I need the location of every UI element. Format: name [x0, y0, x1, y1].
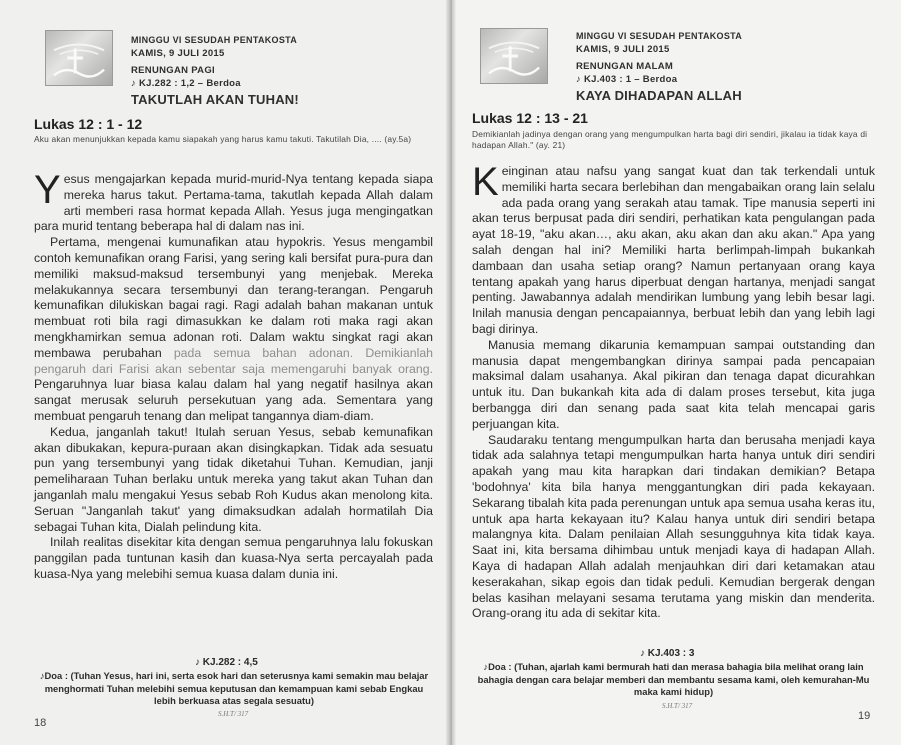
- left-header: [131, 34, 431, 106]
- left-opening-hymn: ♪ KJ.282 : 1,2 – Berdoa: [131, 78, 241, 89]
- left-paragraph-3: Kedua, janganlah takut! Itulah seruan Yesus, sebab kemunafikan akan dibukakan, kepura-puraan akan disingkapkan. Tidak ada sesuatu pun yang tersembunyi yang tidak diketahui Tuhan. Kemudian, janji pemeliharaan Tuhan berlaku untuk mereka yang takut akan Tuhan dan janganlah malu mengakui Yesus sebab Roh Kudus akan menolong kita. Seruan "Janganlah takut' yang dimaksudkan adalah hormatilah Dia sebagai Tuhan kita, Dialah pelindung kita.: [34, 424, 433, 534]
- church-logo-icon: [45, 30, 113, 86]
- left-date: KAMIS, 9 JULI 2015: [131, 48, 225, 59]
- left-paragraph-4: Inilah realitas disekitar kita dengan semua pengaruhnya lalu fokuskan panggilan pada tuntunan kasih dan kuasa-Nya serta percayalah pada kuasa-Nya yang melebihi semua kuasa dalam dunia ini.: [34, 535, 433, 581]
- left-faded-text: pada semua bahan adonan. Demikianlah pengaruh dari Farisi akan sebentar saja memengaruhi banyak orang.: [34, 345, 433, 376]
- left-week: MINGGU VI SESUDAH PENTAKOSTA: [131, 35, 298, 45]
- right-session: RENUNGAN MALAM: [576, 61, 674, 72]
- right-paragraph-3: Saudaraku tentang mengumpulkan harta dan berusaha menjadi kaya tidak ada salahnya tetapi mengumpulkan harta hanya untuk diri sendiri apakah yang mau kita harapkan dari tindakan demikian? Betapa 'bodohnya' kita bila hanya menggantungkan diri pada kekayaan. Sekarang tibalah kita pada perenungan untuk apa semua usaha keras itu, untuk apa harta kekayaan itu? Kalau hanya untuk diri sendiri betapa malangnya kita. Dalam penilaian Allah sesungguhnya kita tidak kaya. Saat ini, kita bersama dihimbau untuk menjadi kaya di hadapan Allah. Kaya di hadapan Allah adalah menjauhkan diri dari ketamakan atau keserakahan, sikap egois dan tidak peduli. Kemudian bergerak dengan belas kasihan melayani sesama terutama yang miskin dan menderita. Orang-orang itu ada di sekitar kita.: [472, 432, 875, 621]
- right-paragraph-2: Manusia memang dikarunia kemampuan sampai outstanding dan manusia dapat mengembangkan dirinya sampai pada pencapaian maksimal dalam usahanya. Akal pikiran dan tenaga dapat dicurahkan untuk itu. Dan bukankah kita ada di dalam proses tersebut, kita juga berbangga diri dan senang pada saat kita telah mencapai garis perjuangan kita.: [472, 337, 875, 431]
- right-date: KAMIS, 9 JULI 2015: [576, 44, 670, 55]
- right-opening-hymn: ♪ KJ.403 : 1 – Berdoa: [576, 74, 678, 85]
- left-verse-text: Aku akan menunjukkan kepada kamu siapakah yang harus kamu takuti. Takutilah Dia, .... (ay.5a): [34, 134, 412, 144]
- right-verse-text: Demikianlah jadinya dengan orang yang mengumpulkan harta bagi diri sendiri, jikalau ia tidak kaya di hadapan Allah." (ay. 21): [472, 129, 868, 150]
- right-smt-mark: S.H.T/ 317: [662, 702, 693, 710]
- church-logo-icon: [480, 28, 548, 84]
- left-paragraph-1: Yesus mengajarkan kepada murid-murid-Nya tentang kepada siapa mereka harus takut. Pertama-tama, takutlah kepada Allah dalam arti memberi rasa hormat kepada Allah. Yesus juga mengingatkan para murid tentang beberapa hal di dalam nas ini.: [34, 168, 433, 234]
- right-prayer: ♪Doa : (Tuhan, ajarlah kami bermurah hati dan merasa bahagia bila melihat orang lain bahagia dengan cara belajar memberi dan membantu sesama kami, oleh kemurahan-Mu maka kami hidup): [477, 661, 870, 697]
- right-page: [450, 0, 901, 745]
- right-verse-ref: Lukas 12 : 13 - 21: [472, 110, 588, 126]
- right-header: [576, 30, 876, 102]
- left-page-number: 18: [34, 717, 47, 729]
- left-session: RENUNGAN PAGI: [131, 65, 215, 76]
- left-paragraph-2: Pertama, mengenai kumunafikan atau hypokris. Yesus mengambil contoh kemunafikan orang Farisi, yang sering kali bersifat pura-pura dan memiliki maksud-maksud tersembunyi yang menjebak. Mereka melakukannya secara tersembunyi dan terang-terangan. Pengaruh kemunafikan dilukiskan bagai ragi. Ragi adalah bahan makanan untuk membuat roti bila ragi dimasukkan ke dalam roti maka ragi akan mengkhamirkan semua adonan roti. Dalam waktu singkat ragi akan membawa perubahan pada semua bahan adonan. Demikianlah pengaruh dari Farisi akan sebentar saja memengaruhi banyak orang. Pengaruhnya luar biasa kalau dalam hal yang negatif hasilnya akan sangat merusak seluruh persekutuan yang ada. Sementara yang membuat pengaruh tenang dan melipat tangannya diam-diam.: [34, 235, 433, 423]
- right-body: [472, 160, 875, 622]
- right-dropcap: K: [472, 160, 499, 204]
- right-paragraph-1: Keinginan atau nafsu yang sangat kuat dan tak terkendali untuk memiliki harta secara berlebihan dan mengabaikan orang lain selalu ada pada orang yang serakah atau tamak. Tipe manusia seperti ini akan terus berpusat pada diri sendiri, perhatikan kata pengulangan pada ayat 18-19, "aku akan…, aku akan, aku akan dan aku akan." Apa yang salah dengan hal ini? Memiliki harta berlimpah-limpah bukankah dambaan dan usaha setiap orang? Namun pertanyaan orang kaya tentang apakah yang harus diperbuat dengan hartanya, menjadi sangat penting. Jawabannya adalah mendirikan lumbung yang lebih besar lagi. Inilah manusia dengan pencapaiannya, berbuat lebih dan yang lebih lagi bagi dirinya.: [472, 160, 875, 336]
- left-closing-hymn: ♪ KJ.282 : 4,5: [195, 657, 258, 668]
- book-gutter: [446, 0, 456, 745]
- right-closing-hymn: ♪ KJ.403 : 3: [640, 648, 695, 659]
- left-page: [0, 0, 450, 745]
- left-verse-ref: Lukas 12 : 1 - 12: [34, 116, 143, 132]
- left-smt-mark: S.H.T/ 317: [218, 710, 249, 718]
- right-week: MINGGU VI SESUDAH PENTAKOSTA: [576, 31, 743, 41]
- right-page-number: 19: [858, 710, 871, 722]
- left-body: [34, 168, 433, 583]
- left-title: TAKUTLAH AKAN TUHAN!: [131, 92, 299, 107]
- left-prayer: ♪Doa : (Tuhan Yesus, hari ini, serta esok hari dan seterusnya kami semakin mau belajar menghormati Tuhan melebihi semua keputusan dan kemampuan kami sebab Engkau lebih berkuasa atas segala sesuatu): [39, 670, 429, 706]
- right-title: KAYA DIHADAPAN ALLAH: [576, 88, 742, 103]
- left-dropcap: Y: [34, 168, 61, 212]
